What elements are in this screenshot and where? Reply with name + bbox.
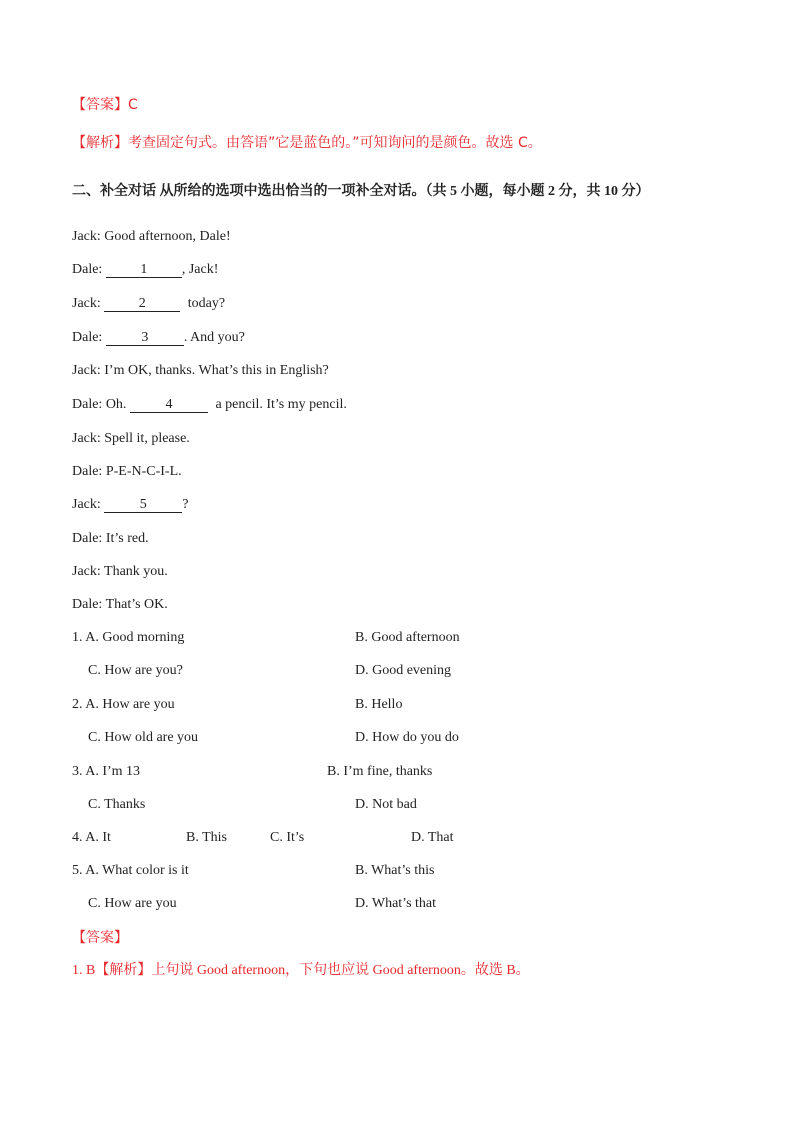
dialogue-text: ?: [182, 497, 189, 512]
answers-label: 【答案】: [72, 931, 128, 946]
previous-answer-label: 【答案】C: [72, 97, 138, 113]
dialogue-line-8: Dale: P-E-N-C-I-L.: [72, 464, 182, 479]
q5-option-b: B. What’s this: [355, 863, 435, 878]
dialogue-text: . And you?: [183, 330, 245, 345]
blank-5: 5: [104, 497, 182, 513]
q3-option-a: 3. A. I’m 13: [72, 764, 141, 779]
dialogue-line-4: [72, 329, 245, 347]
dialogue-speaker: Jack:: [72, 296, 105, 311]
q2-option-d: D. How do you do: [355, 730, 459, 745]
q5-option-a: 5. A. What color is it: [72, 863, 189, 878]
dialogue-line-9: [72, 496, 188, 514]
dialogue-line-2: [72, 261, 218, 279]
previous-answer-analysis: 【解析】考查固定句式。由答语”它是蓝色的。”可知询问的是颜色。故选 C。: [72, 135, 542, 151]
q2-option-b: B. Hello: [355, 697, 403, 712]
dialogue-text: today?: [184, 296, 226, 311]
q4-option-c: C. It’s: [270, 830, 305, 845]
dialogue-speaker: Dale: Oh.: [72, 397, 130, 412]
dialogue-line-1: Jack: Good afternoon, Dale!: [72, 229, 231, 244]
section-heading: 二、补全对话 从所给的选项中选出恰当的一项补全对话。（共 5 小题，每小题 2 分，共 10 分）: [72, 184, 650, 199]
dialogue-line-6: [72, 396, 347, 414]
dialogue-speaker: Dale:: [72, 262, 106, 277]
q5-option-d: D. What’s that: [355, 896, 437, 911]
q5-option-c: C. How are you: [88, 896, 177, 911]
dialogue-line-3: [72, 295, 225, 313]
q4-option-d: D. That: [411, 830, 454, 845]
q3-option-d: D. Not bad: [355, 797, 417, 812]
dialogue-line-5: Jack: I’m OK, thanks. What’s this in English?: [72, 363, 329, 378]
q1-option-a: 1. A. Good morning: [72, 630, 185, 645]
blank-4: 4: [130, 397, 208, 413]
q1-option-d: D. Good evening: [355, 663, 452, 678]
dialogue-text: a pencil. It’s my pencil.: [211, 397, 347, 412]
blank-2: 2: [104, 296, 180, 312]
answer-1-analysis: 1. B【解析】上句说 Good afternoon，下句也应说 Good afternoon。故选 B。: [72, 963, 530, 978]
q1-option-c: C. How are you?: [88, 663, 183, 678]
q1-option-b: B. Good afternoon: [355, 630, 460, 645]
q2-option-a: 2. A. How are you: [72, 697, 175, 712]
dialogue-line-11: Jack: Thank you.: [72, 564, 168, 579]
dialogue-text: , Jack!: [181, 262, 219, 277]
dialogue-line-7: Jack: Spell it, please.: [72, 431, 190, 446]
q3-option-c: C. Thanks: [88, 797, 146, 812]
dialogue-speaker: Jack:: [72, 497, 105, 512]
dialogue-line-12: Dale: That’s OK.: [72, 597, 168, 612]
blank-3: 3: [106, 330, 184, 346]
blank-1: 1: [106, 262, 182, 278]
dialogue-speaker: Dale:: [72, 330, 106, 345]
q4-option-b: B. This: [186, 830, 227, 845]
q2-option-c: C. How old are you: [88, 730, 199, 745]
q3-option-b: B. I’m fine, thanks: [327, 764, 433, 779]
dialogue-line-10: Dale: It’s red.: [72, 531, 149, 546]
q4-option-a: 4. A. It: [72, 830, 111, 845]
